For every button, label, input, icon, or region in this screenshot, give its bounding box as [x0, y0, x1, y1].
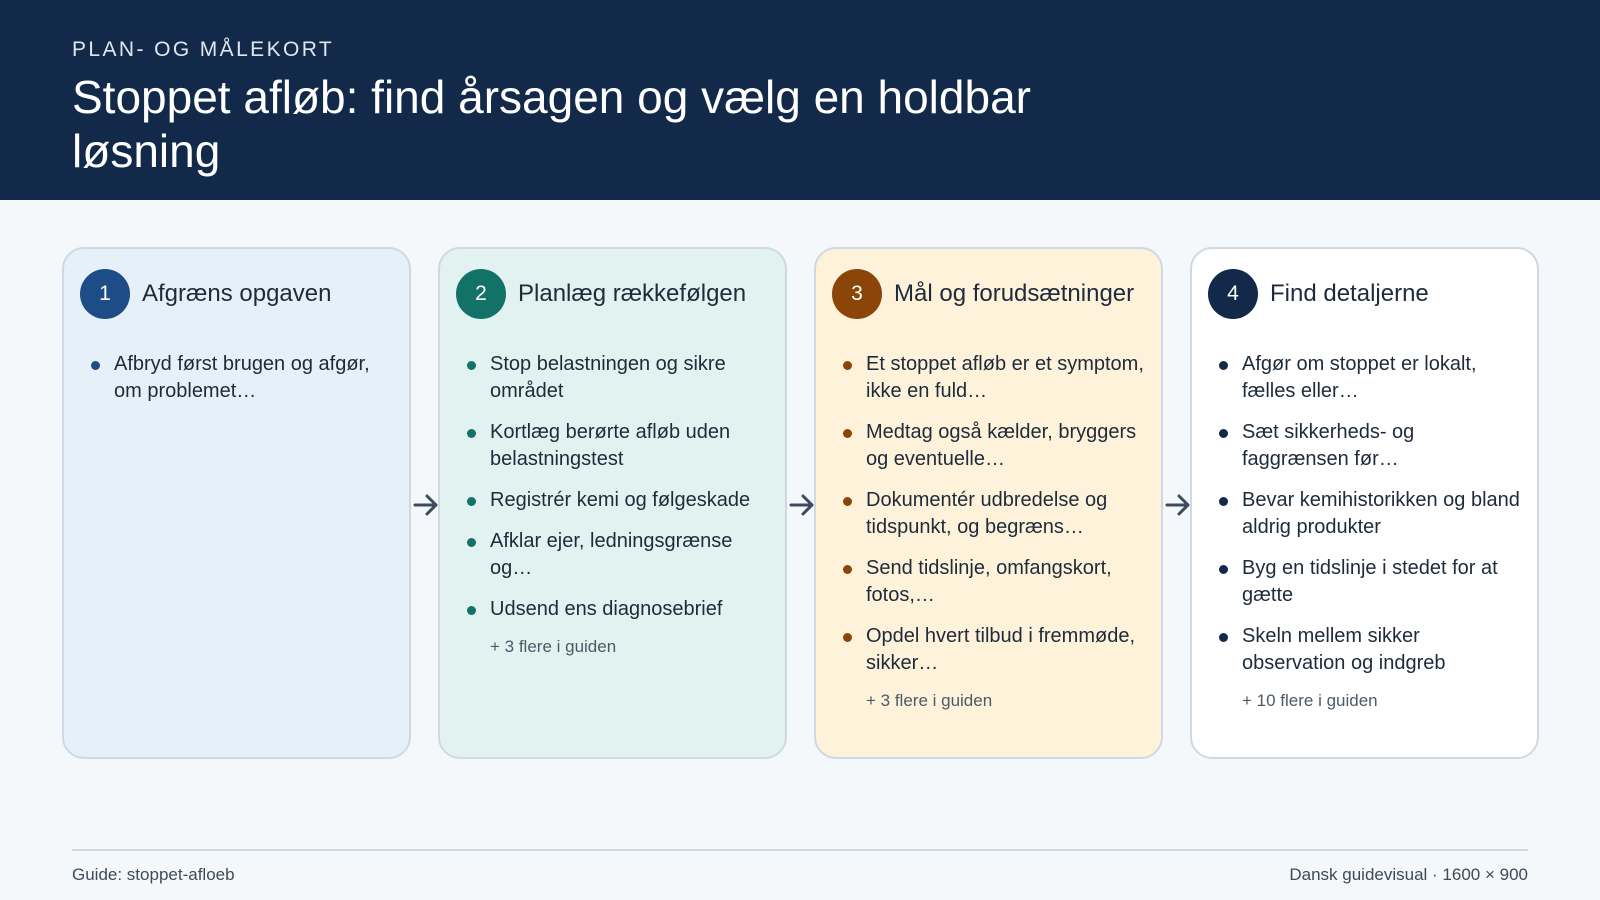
bullet-dot-icon	[1219, 565, 1228, 574]
arrow-right-icon	[787, 490, 817, 520]
bullet-item	[1208, 555, 1521, 609]
step-number-badge: 3	[832, 269, 882, 319]
bullet-item	[456, 528, 769, 582]
step-card-1	[62, 247, 411, 759]
step-card-3	[814, 247, 1163, 759]
bullet-dot-icon	[843, 361, 852, 370]
bullet-item	[832, 351, 1145, 405]
bullet-item	[80, 351, 393, 405]
more-in-guide-link: + 3 flere i guiden	[866, 691, 993, 710]
bullet-text: Dokumentér udbredelse og tidspunkt, og begræns…	[866, 489, 1108, 538]
bullet-dot-icon	[467, 606, 476, 615]
bullet-dot-icon	[467, 361, 476, 370]
bullet-dot-icon	[1219, 633, 1228, 642]
bullet-text: Afgør om stoppet er lokalt, fælles eller…	[1242, 353, 1477, 402]
step-number-badge: 1	[80, 269, 130, 319]
step-bullet-list	[1208, 351, 1521, 677]
bullet-text: Send tidslinje, omfangskort, fotos,…	[866, 557, 1112, 606]
bullet-item	[456, 596, 769, 623]
bullet-dot-icon	[843, 565, 852, 574]
bullet-item	[1208, 351, 1521, 405]
bullet-item	[456, 351, 769, 405]
step-number-badge: 2	[456, 269, 506, 319]
footer-divider	[72, 849, 1528, 851]
more-in-guide-link: + 10 flere i guiden	[1242, 691, 1378, 710]
arrow-right-icon	[1163, 490, 1193, 520]
bullet-text: Opdel hvert tilbud i fremmøde, sikker…	[866, 625, 1135, 674]
eyebrow-label: PLAN- OG MÅLEKORT	[72, 38, 335, 61]
bullet-text: Medtag også kælder, bryggers og eventuelle…	[866, 421, 1137, 470]
bullet-item	[1208, 487, 1521, 541]
bullet-text: Registrér kemi og følgeskade	[490, 489, 751, 511]
step-card-header	[456, 269, 769, 319]
bullet-item	[832, 419, 1145, 473]
bullet-dot-icon	[91, 361, 100, 370]
bullet-dot-icon	[467, 429, 476, 438]
step-card-header	[80, 269, 393, 319]
bullet-text: Afbryd først brugen og afgør, om problemet…	[114, 353, 370, 402]
page-title: Stoppet afløb: find årsagen og vælg en holdbar løsning	[72, 71, 1031, 177]
step-bullet-list	[456, 351, 769, 623]
bullet-dot-icon	[843, 429, 852, 438]
bullet-dot-icon	[843, 633, 852, 642]
bullet-text: Byg en tidslinje i stedet for at gætte	[1242, 557, 1498, 606]
step-bullet-list	[80, 351, 393, 405]
header-band	[0, 0, 1600, 200]
bullet-item	[832, 487, 1145, 541]
bullet-item	[832, 555, 1145, 609]
footer-caption: Dansk guidevisual · 1600 × 900	[1289, 865, 1528, 884]
step-card-title: Find detaljerne	[1270, 280, 1429, 307]
bullet-item	[1208, 419, 1521, 473]
bullet-item	[456, 487, 769, 514]
bullet-text: Bevar kemihistorikken og bland aldrig produkter	[1242, 489, 1520, 538]
footer-guide-slug: Guide: stoppet-afloeb	[72, 865, 235, 884]
step-card-title: Planlæg rækkefølgen	[518, 280, 747, 307]
more-in-guide-link: + 3 flere i guiden	[490, 637, 617, 656]
arrow-right-icon	[411, 490, 441, 520]
bullet-text: Skeln mellem sikker observation og indgreb	[1242, 625, 1446, 674]
bullet-text: Sæt sikkerheds- og faggrænsen før…	[1242, 421, 1415, 470]
bullet-item	[456, 419, 769, 473]
step-bullet-list	[832, 351, 1145, 677]
bullet-dot-icon	[467, 538, 476, 547]
step-card-header	[832, 269, 1145, 319]
bullet-text: Stop belastningen og sikre området	[490, 353, 726, 402]
step-number-badge: 4	[1208, 269, 1258, 319]
bullet-dot-icon	[1219, 429, 1228, 438]
step-card-2	[438, 247, 787, 759]
bullet-item	[1208, 623, 1521, 677]
bullet-text: Et stoppet afløb er et symptom, ikke en fuld…	[866, 353, 1144, 402]
bullet-item	[832, 623, 1145, 677]
step-card-4	[1190, 247, 1539, 759]
bullet-text: Udsend ens diagnosebrief	[490, 598, 723, 620]
step-card-header	[1208, 269, 1521, 319]
bullet-text: Kortlæg berørte afløb uden belastningstest	[490, 421, 731, 470]
step-card-title: Afgræns opgaven	[142, 280, 332, 307]
bullet-dot-icon	[1219, 361, 1228, 370]
bullet-text: Afklar ejer, ledningsgrænse og…	[490, 530, 733, 579]
bullet-dot-icon	[1219, 497, 1228, 506]
step-card-title: Mål og forudsætninger	[894, 280, 1135, 307]
bullet-dot-icon	[843, 497, 852, 506]
bullet-dot-icon	[467, 497, 476, 506]
